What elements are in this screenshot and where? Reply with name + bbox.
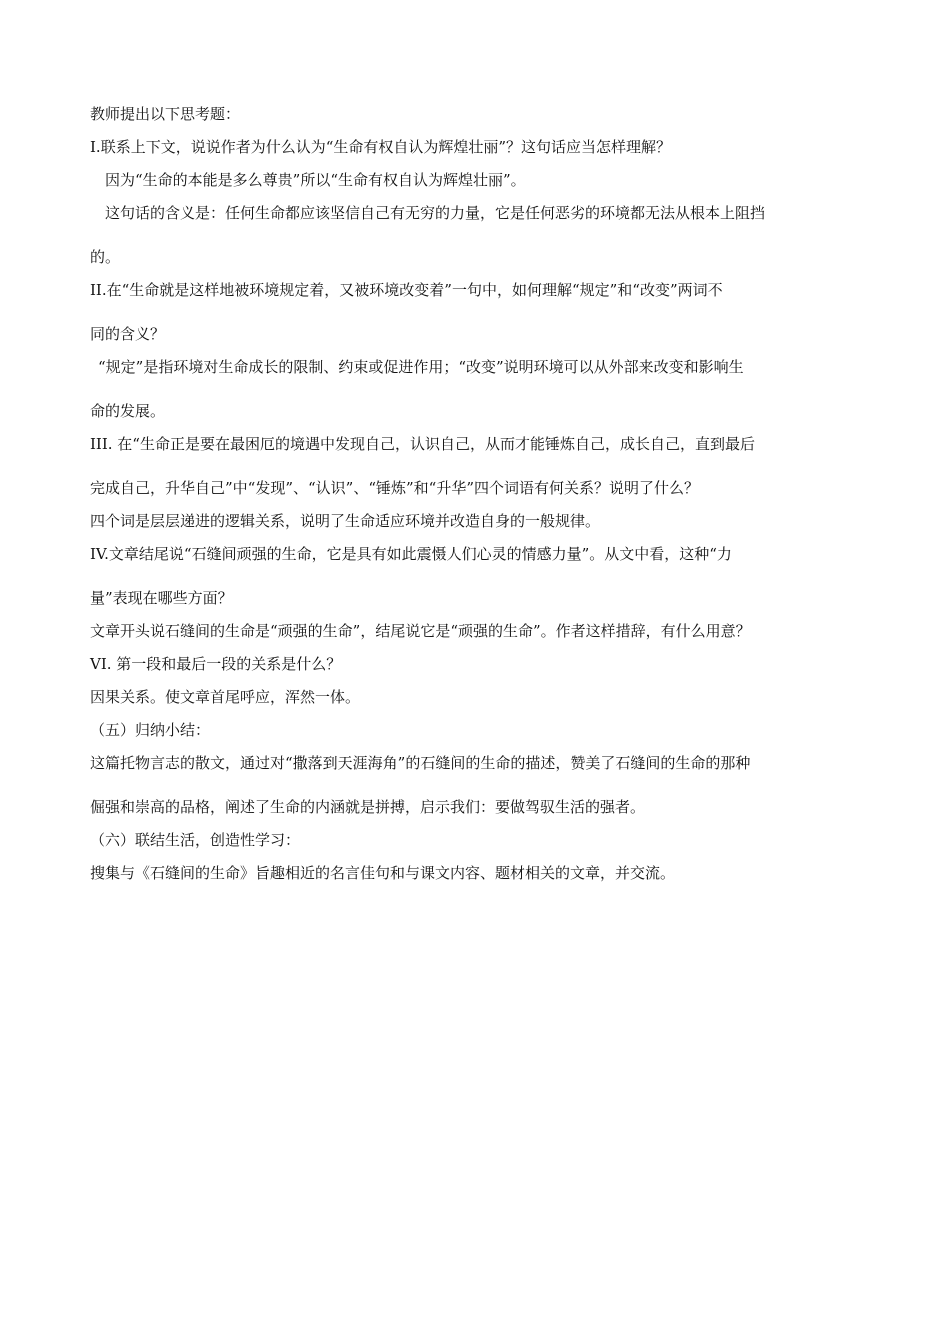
answer-1-part-2-cont: 的。 bbox=[90, 248, 121, 266]
question-4: IV.文章结尾说“石缝间顽强的生命，它是具有如此震慑人们心灵的情感力量”。从文中看，这种“力 bbox=[90, 545, 732, 563]
question-3: III. 在“生命正是要在最困厄的境遇中发现自己，认识自己，从而才能锤炼自己，成长自己，直到最后 bbox=[90, 435, 755, 453]
question-1: I.联系上下文，说说作者为什么认为“生命有权自认为辉煌壮丽”？这句话应当怎样理解？ bbox=[90, 138, 672, 156]
summary-text: 这篇托物言志的散文，通过对“撒落到天涯海角”的石缝间的生命的描述，赞美了石缝间的生命的那种 bbox=[90, 754, 751, 772]
question-6: VI. 第一段和最后一段的关系是什么？ bbox=[90, 655, 342, 673]
question-4-cont: 量”表现在哪些方面？ bbox=[90, 589, 233, 607]
answer-2: “规定”是指环境对生命成长的限制、约束或促进作用；“改变”说明环境可以从外部来改变和影响生 bbox=[98, 358, 744, 376]
question-3-cont: 完成自己，升华自己”中“发现”、“认识”、“锤炼”和“升华”四个词语有何关系？说明了什么？ bbox=[90, 479, 700, 497]
answer-2-cont: 命的发展。 bbox=[90, 402, 166, 420]
answer-6: 因果关系。使文章首尾呼应，浑然一体。 bbox=[90, 688, 361, 706]
document-body bbox=[90, 98, 860, 890]
answer-3: 四个词是层层递进的逻辑关系，说明了生命适应环境并改造自身的一般规律。 bbox=[90, 512, 601, 530]
intro-line: 教师提出以下思考题： bbox=[90, 105, 241, 123]
question-5: 文章开头说石缝间的生命是“顽强的生命”，结尾说它是“顽强的生命”。作者这样措辞，有什么用意？ bbox=[90, 622, 751, 640]
section-summary-heading: （五）归纳小结： bbox=[90, 721, 211, 739]
answer-1-part-1: 因为“生命的本能是多么尊贵”所以“生命有权自认为辉煌壮丽”。 bbox=[105, 171, 526, 189]
question-2: II.在“生命就是这样地被环境规定着，又被环境改变着”一句中，如何理解“规定”和“改变”两词不 bbox=[90, 281, 723, 299]
summary-text-cont: 倔强和崇高的品格，阐述了生命的内涵就是拼搏，启示我们：要做驾驭生活的强者。 bbox=[90, 798, 646, 816]
life-task-text: 搜集与《石缝间的生命》旨趣相近的名言佳句和与课文内容、题材相关的文章，并交流。 bbox=[90, 864, 676, 882]
section-life-heading: （六）联结生活，创造性学习： bbox=[90, 831, 301, 849]
question-2-cont: 同的含义？ bbox=[90, 325, 166, 343]
answer-1-part-2: 这句话的含义是：任何生命都应该坚信自己有无穷的力量，它是任何恶劣的环境都无法从根本上阻挡 bbox=[105, 204, 766, 222]
